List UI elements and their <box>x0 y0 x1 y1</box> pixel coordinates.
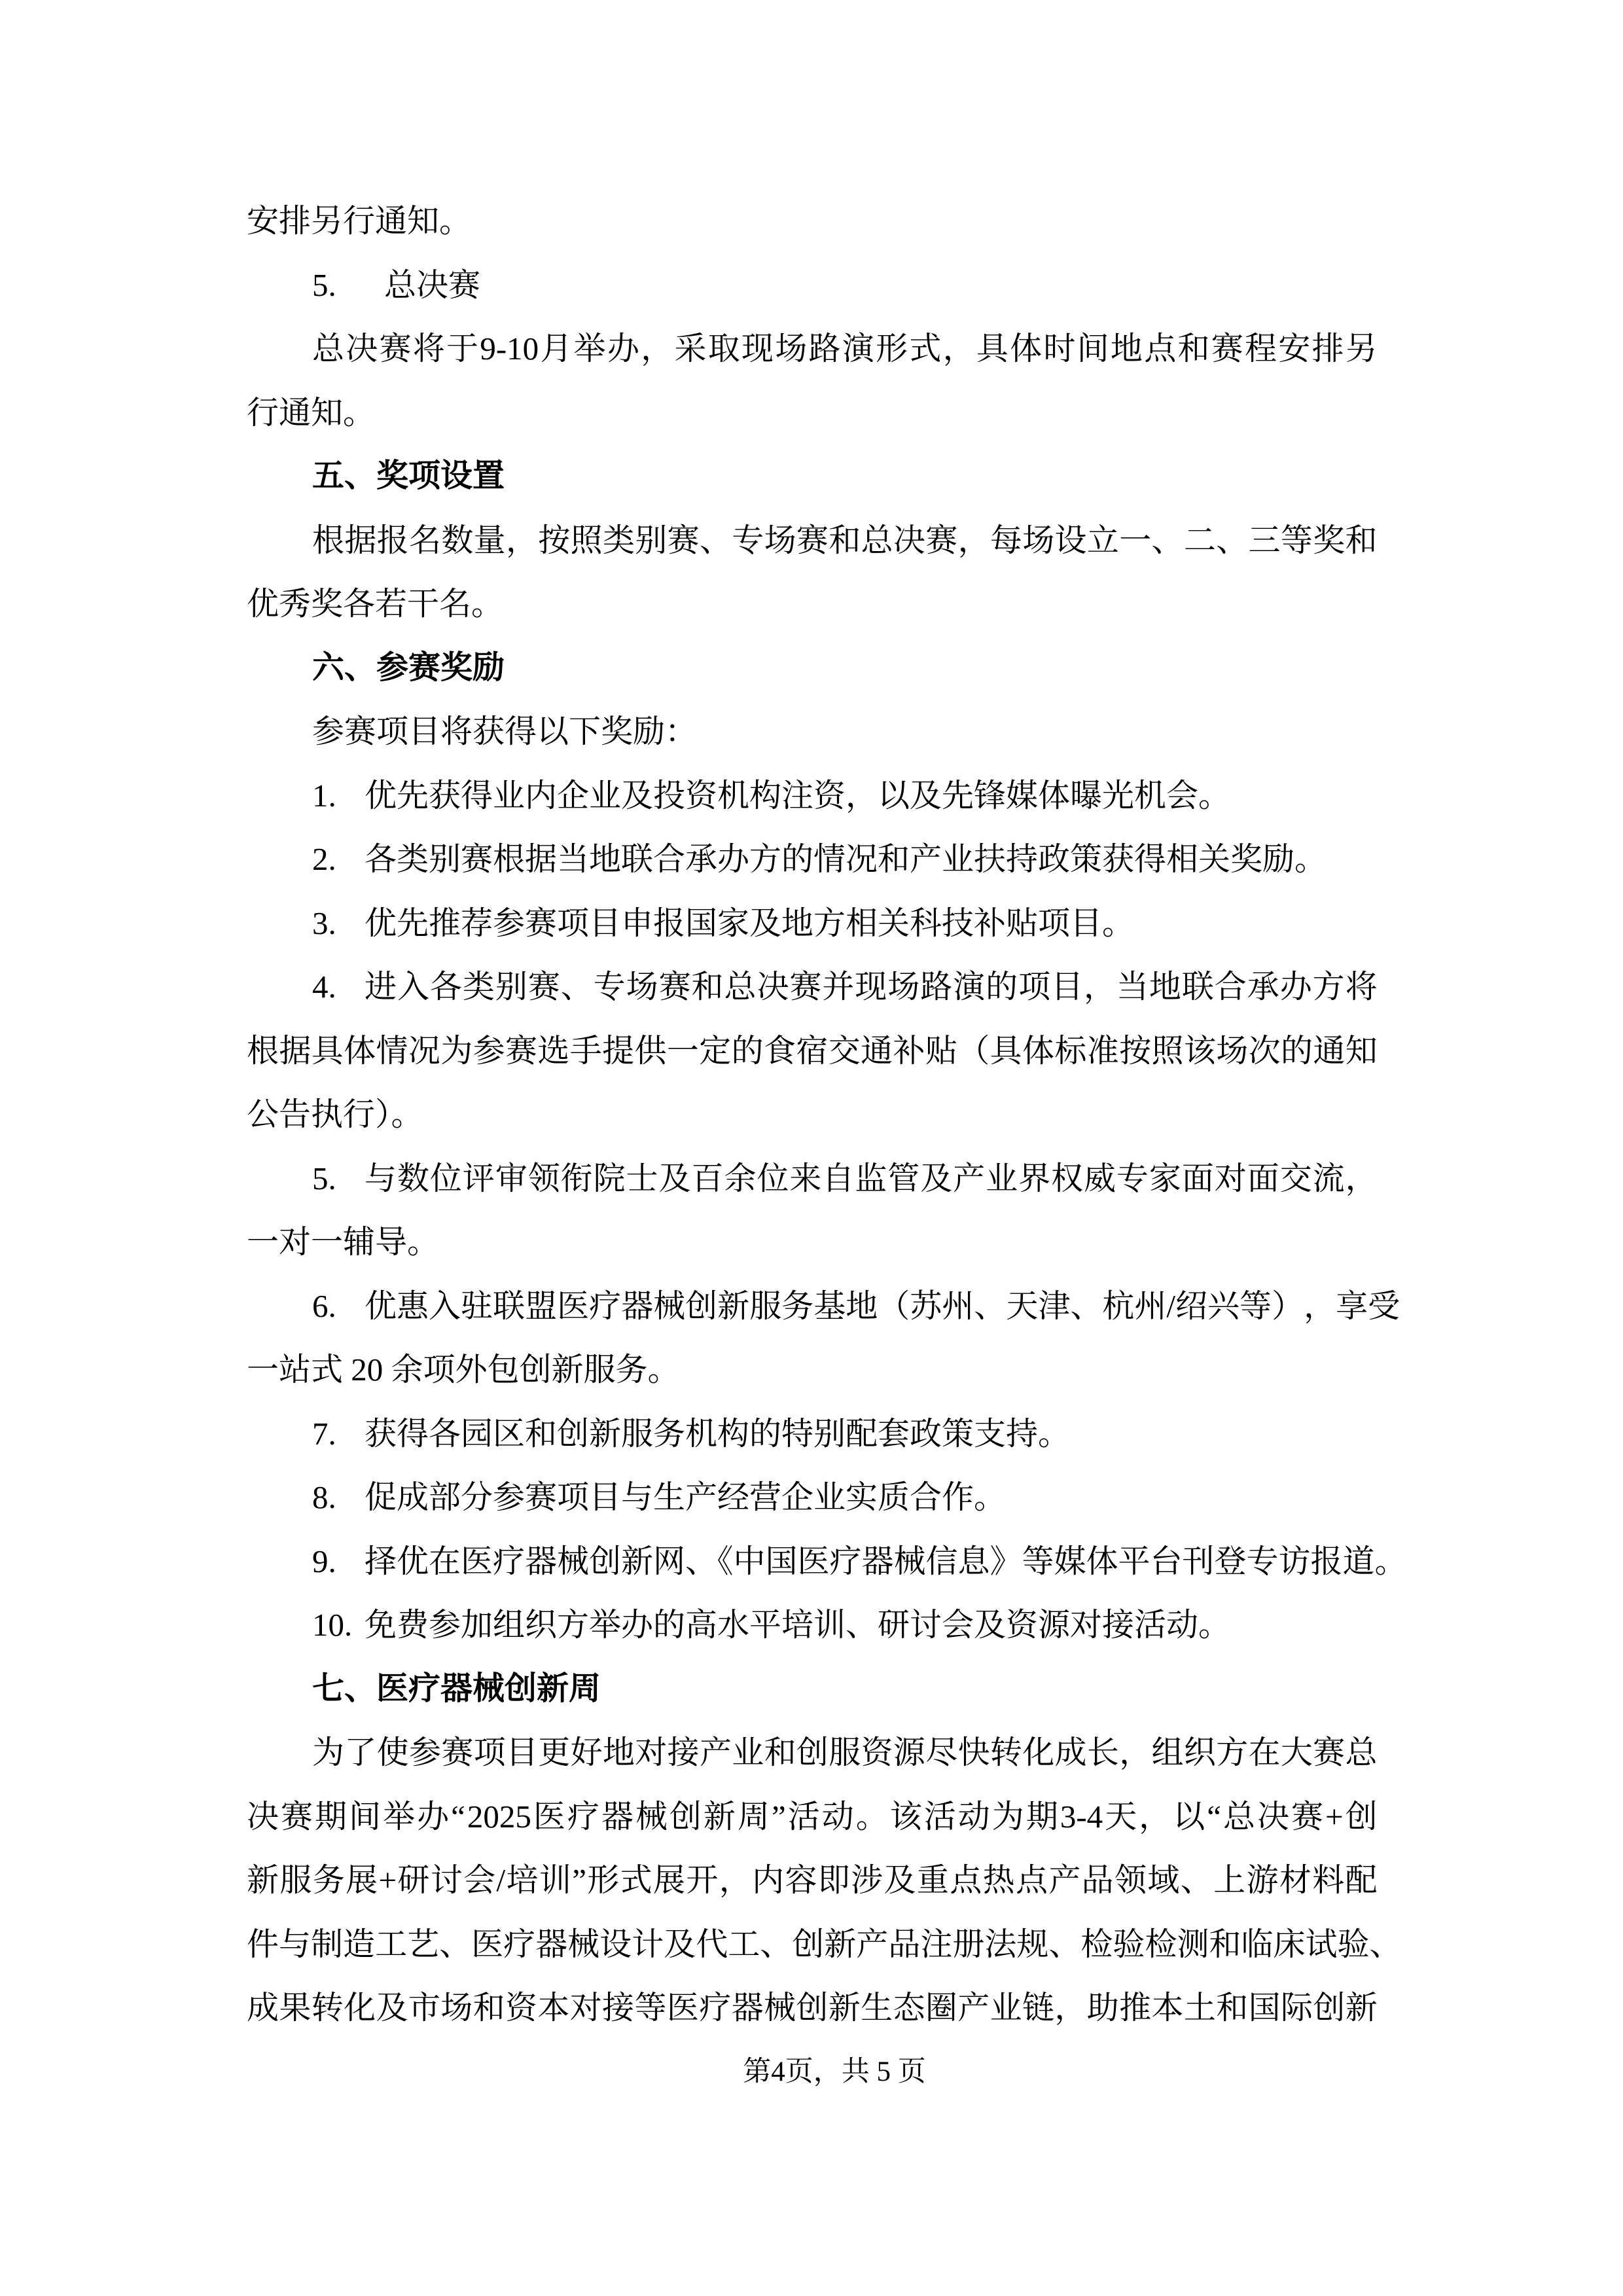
list-item-number: 7. <box>312 1415 336 1452</box>
line-text: 一站式 20 余项外包创新服务。 <box>247 1352 680 1388</box>
line-text: 总 决 赛 将 于 9-10 月 举 办 ， 采 取 现 场 路 演 形 式 ， 具 体 时 间 地 点 和 赛 程 安 排 另 <box>312 331 1378 367</box>
line-text: 优秀奖各若干名。 <box>247 586 504 622</box>
document-body <box>247 189 1407 2040</box>
line-text: 六、参赛奖励 <box>312 649 505 685</box>
list-item-line <box>247 1593 1378 1657</box>
page-number: 第4页，共 5 页 <box>743 2056 926 2087</box>
line-text: 进 入 各 类 别 赛 、 专 场 赛 和 总 决 赛 并 现 场 路 演 的 项 目 ， 当 地 联 合 承 办 方 将 <box>365 969 1378 1005</box>
line-text: 行通知。 <box>247 394 376 431</box>
list-item-number: 8. <box>312 1479 336 1515</box>
text-line <box>247 189 1378 253</box>
line-text: 一对一辅导。 <box>247 1224 440 1260</box>
line-text: 决 赛 期 间 举 办 “ 2025 医 疗 器 械 创 新 周 ” 活 动 。 该 活 动 为 期 3-4 天 ， 以 “ 总 决 赛 + 创 <box>247 1798 1378 1835</box>
line-text: 参赛项目将获得以下奖励： <box>312 713 698 749</box>
list-item-line <box>247 1465 1378 1530</box>
line-text: 优先推荐参赛项目申报国家及地方相关科技补贴项目。 <box>365 905 1135 941</box>
list-item-number: 6. <box>312 1287 336 1324</box>
list-item-number: 1. <box>312 777 336 814</box>
line-text: 各类别赛根据当地联合承办方的情况和产业扶持政策获得相关奖励。 <box>365 841 1327 877</box>
list-item-line <box>247 1274 1400 1338</box>
text-line <box>247 317 1378 381</box>
section-heading <box>247 444 1378 509</box>
line-text: 安排另行通知。 <box>247 203 472 239</box>
list-item-line <box>247 827 1378 891</box>
list-item-line <box>247 1530 1407 1594</box>
section-heading <box>247 1657 1378 1721</box>
line-text: 免费参加组织方举办的高水平培训、研讨会及资源对接活动。 <box>365 1607 1231 1643</box>
list-item-line <box>247 1147 1378 1211</box>
line-text: 成 果 转 化 及 市 场 和 资 本 对 接 等 医 疗 器 械 创 新 生 态 圈 产 业 链 ， 助 推 本 土 和 国 际 创 新 <box>247 1990 1378 2026</box>
line-text: 五、奖项设置 <box>312 458 505 493</box>
line-text: 为 了 使 参 赛 项 目 更 好 地 对 接 产 业 和 创 服 资 源 尽 快 转 化 成 长 ， 组 织 方 在 大 赛 总 <box>312 1734 1378 1770</box>
text-line <box>247 1976 1378 2040</box>
list-item-number: 2. <box>312 841 336 877</box>
list-item-number: 10. <box>312 1607 353 1643</box>
line-text: 与 数 位 评 审 领 衔 院 士 及 百 余 位 来 自 监 管 及 产 业 界 权 威 专 家 面 对 面 交 流 ， <box>365 1160 1378 1196</box>
line-text: 新 服 务 展 + 研 讨 会 / 培 训 ” 形 式 展 开 ， 内 容 即 涉 及 重 点 热 点 产 品 领 域 、 上 游 材 料 配 <box>247 1862 1378 1898</box>
line-text: 七、医疗器械创新周 <box>312 1670 601 1706</box>
text-line <box>247 1721 1378 1785</box>
line-text: 公告执行）。 <box>247 1096 423 1132</box>
line-text: 促成部分参赛项目与生产经营企业实质合作。 <box>365 1479 1007 1515</box>
list-item-line <box>247 764 1378 828</box>
text-line <box>247 700 1378 764</box>
text-line <box>247 381 1378 445</box>
line-text: 总决赛 <box>384 266 481 303</box>
text-line <box>247 1338 1378 1402</box>
line-text: 根 据 具 体 情 况 为 参 赛 选 手 提 供 一 定 的 食 宿 交 通 补 贴 （ 具 体 标 准 按 照 该 场 次 的 通 知 <box>247 1032 1378 1069</box>
line-text: 获得各园区和创新服务机构的特别配套政策支持。 <box>365 1415 1071 1452</box>
line-text: 根 据 报 名 数 量 ， 按 照 类 别 赛 、 专 场 赛 和 总 决 赛 ， 每 场 设 立 一 、 二 、 三 等 奖 和 <box>312 522 1378 558</box>
line-text: 优先获得业内企业及投资机构注资，以及先锋媒体曝光机会。 <box>365 777 1231 814</box>
text-line <box>247 1083 1378 1147</box>
section-heading <box>247 636 1378 700</box>
list-item-number: 9. <box>312 1543 336 1579</box>
list-item-number: 5. <box>312 1160 336 1196</box>
list-item-line <box>247 1402 1378 1466</box>
text-line <box>247 1785 1378 1849</box>
list-item-number: 4. <box>312 969 336 1005</box>
line-text: 件 与 制 造 工 艺 、 医 疗 器 械 设 计 及 代 工 、 创 新 产 品 注 册 法 规 、 检 验 检 测 和 临 床 试 验 、 <box>247 1926 1402 1962</box>
list-item-number: 3. <box>312 905 336 941</box>
text-line <box>247 509 1378 573</box>
text-line <box>247 1019 1378 1083</box>
list-item-number: 5. <box>312 266 336 303</box>
text-line <box>247 1210 1378 1274</box>
text-line <box>247 1912 1402 1977</box>
text-line <box>247 572 1378 636</box>
list-item-line <box>247 253 1378 317</box>
list-item-line <box>247 955 1378 1019</box>
list-item-line <box>247 891 1378 956</box>
line-text: 优 惠 入 驻 联 盟 医 疗 器 械 创 新 服 务 基 地 （ 苏 州 、 天 津 、 杭 州 / 绍 兴 等 ） ， 享 受 <box>365 1287 1400 1324</box>
line-text: 择优在医疗器械创新网、《中国医疗器械信息》等媒体平台刊登专访报道。 <box>365 1543 1407 1579</box>
text-line <box>247 1848 1378 1912</box>
